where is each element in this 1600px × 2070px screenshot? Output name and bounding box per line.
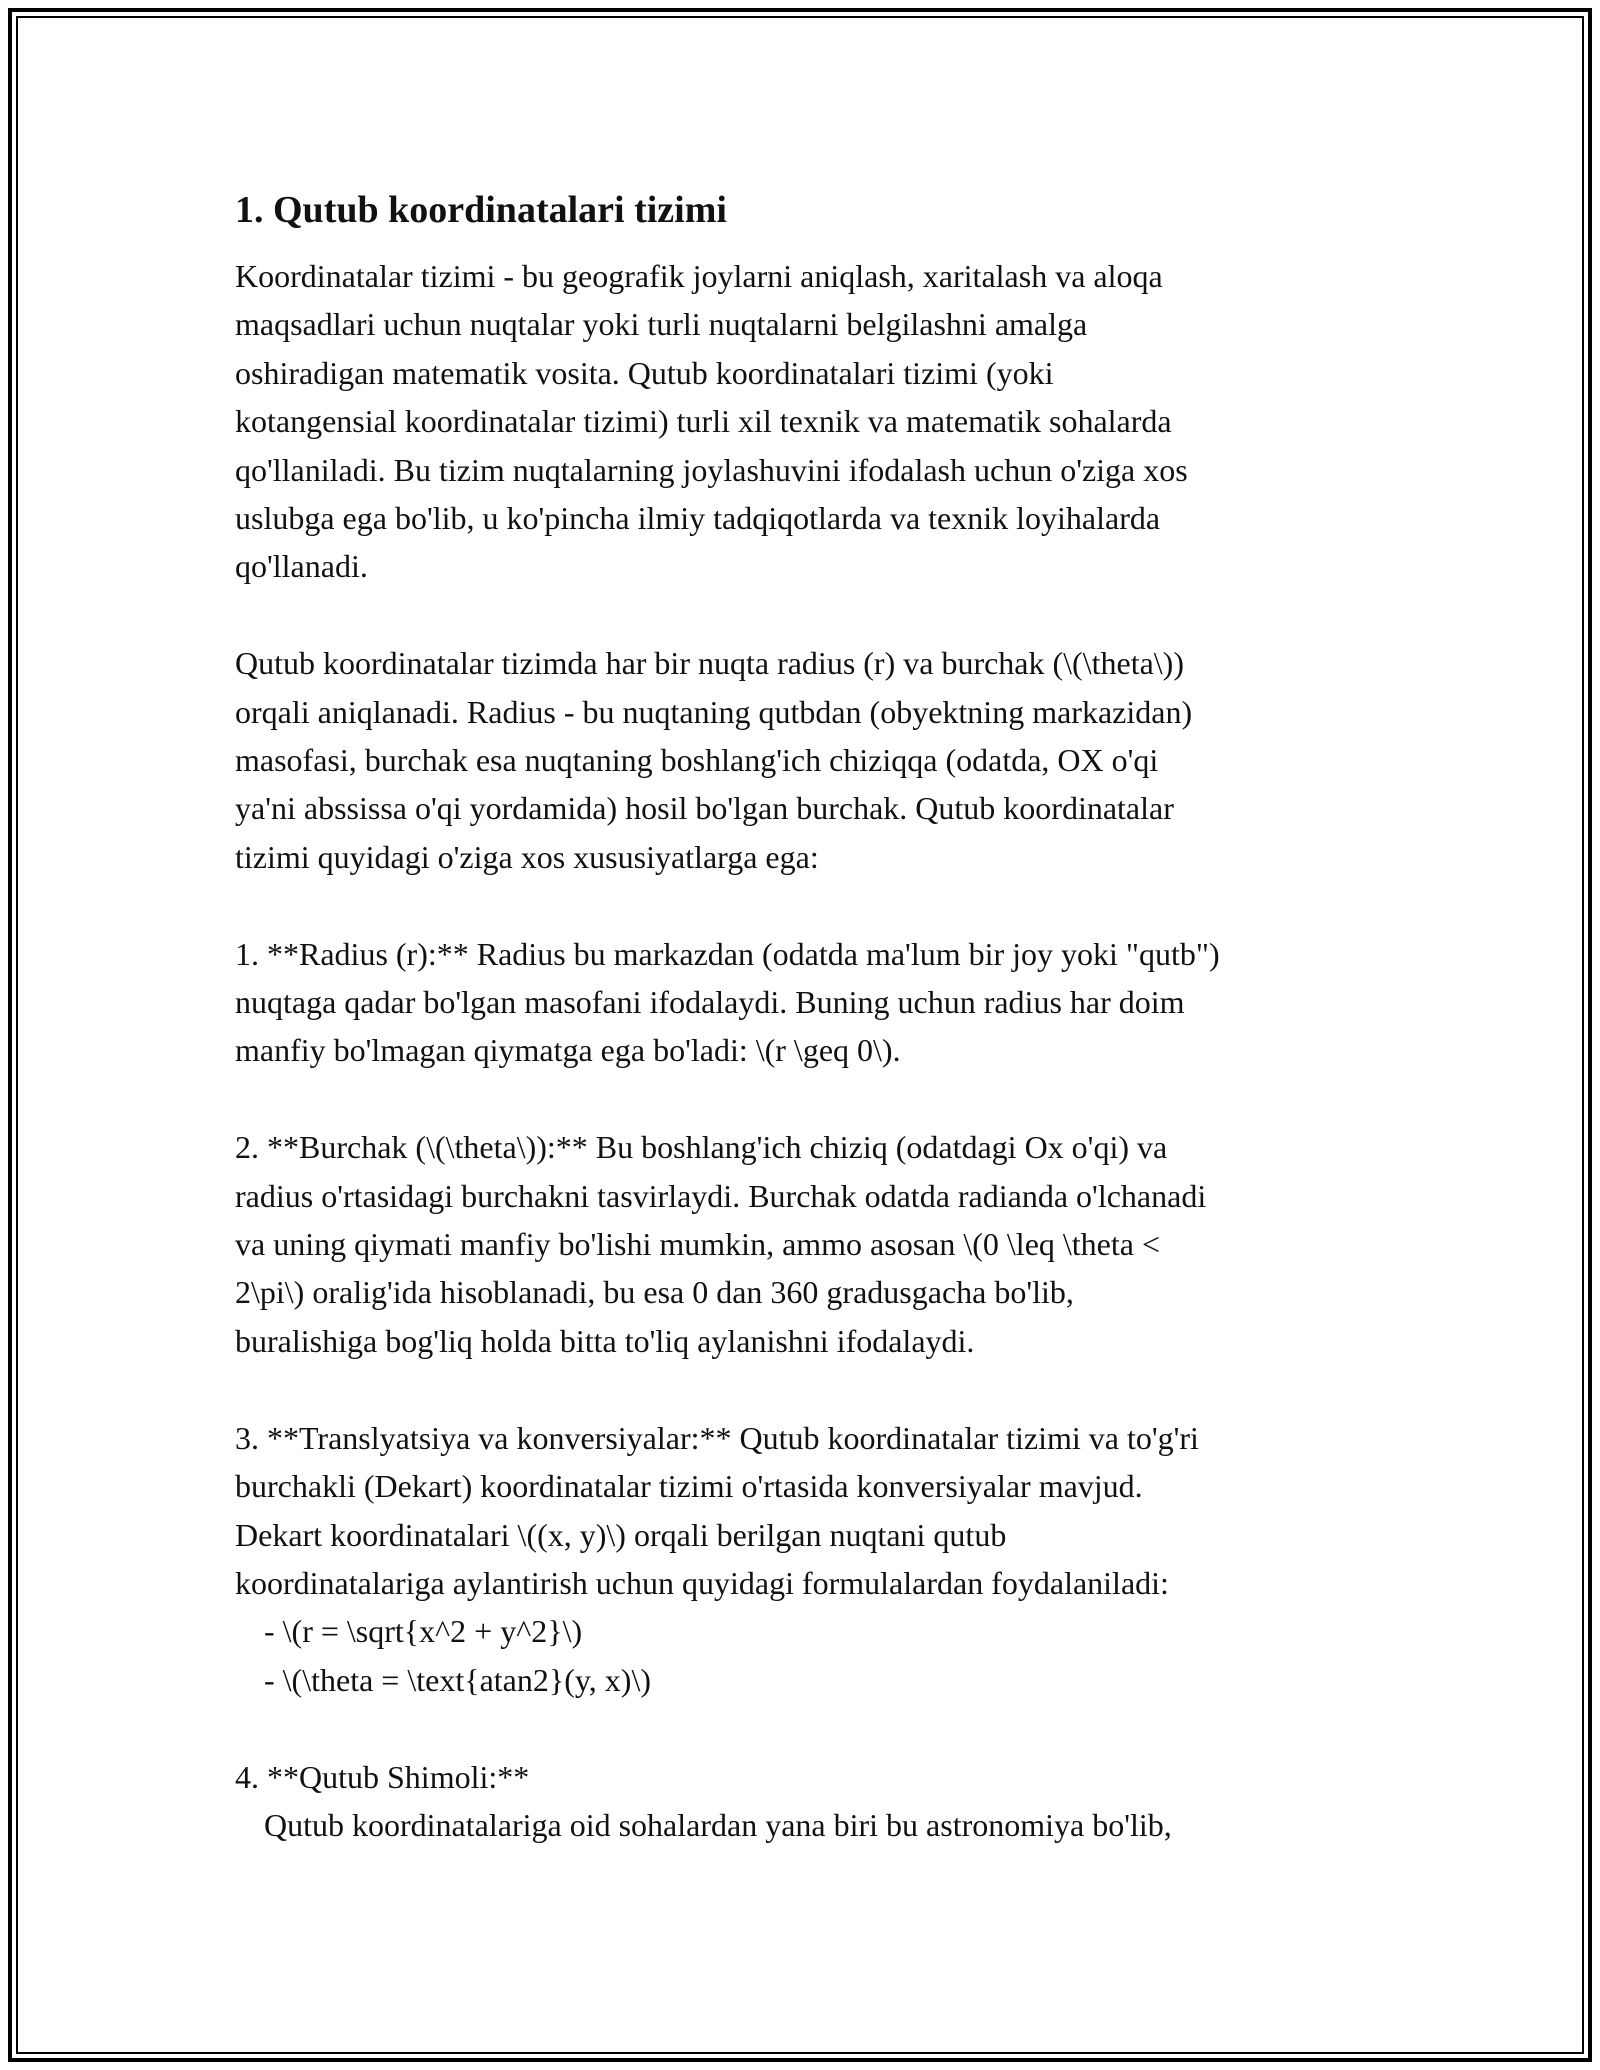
formula-line-radius: - \(r = \sqrt{x^2 + y^2}\) <box>264 1613 583 1650</box>
text-line: 3. **Translyatsiya va konversiyalar:** Qutub koordinatalar tizimi va to'g'ri <box>235 1419 1199 1456</box>
text-line: koordinatalariga aylantirish uchun quyidagi formulalardan foydalaniladi: <box>235 1564 1169 1601</box>
text-line: qo'llanadi. <box>235 548 368 585</box>
text-line: Dekart koordinatalari \((x, y)\) orqali berilgan nuqtani qutub <box>235 1516 1007 1553</box>
text-line: ya'ni abssissa o'qi yordamida) hosil bo'lgan burchak. Qutub koordinatalar <box>235 790 1174 827</box>
text-line: 1. **Radius (r):** Radius bu markazdan (odatda ma'lum bir joy yoki "qutb") <box>235 935 1220 972</box>
list-item-radius <box>235 930 1395 1075</box>
page-title: 1. Qutub koordinatalari tizimi <box>235 189 727 231</box>
text-line: maqsadlari uchun nuqtalar yoki turli nuqtalarni belgilashni amalga <box>235 306 1088 343</box>
text-line: 2. **Burchak (\(\theta\)):** Bu boshlang'ich chiziq (odatdagi Ox o'qi) va <box>235 1129 1168 1166</box>
text-line: oshiradigan matematik vosita. Qutub koordinatalari tizimi (yoki <box>235 354 1054 391</box>
text-line: va uning qiymati manfiy bo'lishi mumkin, ammo asosan \(0 \leq \theta < <box>235 1226 1161 1263</box>
text-line: Koordinatalar tizimi - bu geografik joylarni aniqlash, xaritalash va aloqa <box>235 258 1163 294</box>
text-line: nuqtaga qadar bo'lgan masofani ifodalaydi. Buning uchun radius har doim <box>235 984 1185 1021</box>
text-line: manfiy bo'lmagan qiymatga ega bo'ladi: \(r \geq 0\). <box>235 1032 901 1069</box>
text-line: radius o'rtasidagi burchakni tasvirlaydi. Burchak odatda radianda o'lchanadi <box>235 1177 1207 1214</box>
text-line: tizimi quyidagi o'ziga xos xususiyatlarga ega: <box>235 838 819 875</box>
text-line: masofasi, burchak esa nuqtaning boshlang'ich chiziqqa (odatda, OX o'qi <box>235 742 1159 779</box>
paragraph-definition <box>235 639 1395 881</box>
text-line: burchakli (Dekart) koordinatalar tizimi o'rtasida konversiyalar mavjud. <box>235 1468 1143 1505</box>
text-line: orqali aniqlanadi. Radius - bu nuqtaning qutbdan (obyektning markazidan) <box>235 693 1193 730</box>
text-line: Qutub koordinatalar tizimda har bir nuqta radius (r) va burchak (\(\theta\)) <box>235 645 1184 682</box>
list-item-conversion <box>235 1414 1395 1704</box>
text-line: uslubga ega bo'lib, u ko'pincha ilmiy tadqiqotlarda va texnik loyihalarda <box>235 500 1161 537</box>
list-item-angle <box>235 1123 1395 1365</box>
text-line: Qutub koordinatalariga oid sohalardan yana biri bu astronomiya bo'lib, <box>264 1806 1172 1843</box>
list-item-north-pole <box>235 1753 1395 1850</box>
text-line: buralishiga bog'liq holda bitta to'liq aylanishni ifodalaydi. <box>235 1322 975 1359</box>
formula-line-theta: - \(\theta = \text{atan2}(y, x)\) <box>264 1661 651 1698</box>
document-body <box>235 186 1395 1849</box>
text-line: 4. **Qutub Shimoli:** <box>235 1758 530 1795</box>
text-line: 2\pi\) oralig'ida hisoblanadi, bu esa 0 dan 360 gradusgacha bo'lib, <box>235 1274 1074 1311</box>
text-line: qo'llaniladi. Bu tizim nuqtalarning joylashuvini ifodalash uchun o'ziga xos <box>235 451 1188 488</box>
paragraph-intro <box>235 252 1395 591</box>
text-line: kotangensial koordinatalar tizimi) turli xil texnik va matematik sohalarda <box>235 403 1172 440</box>
